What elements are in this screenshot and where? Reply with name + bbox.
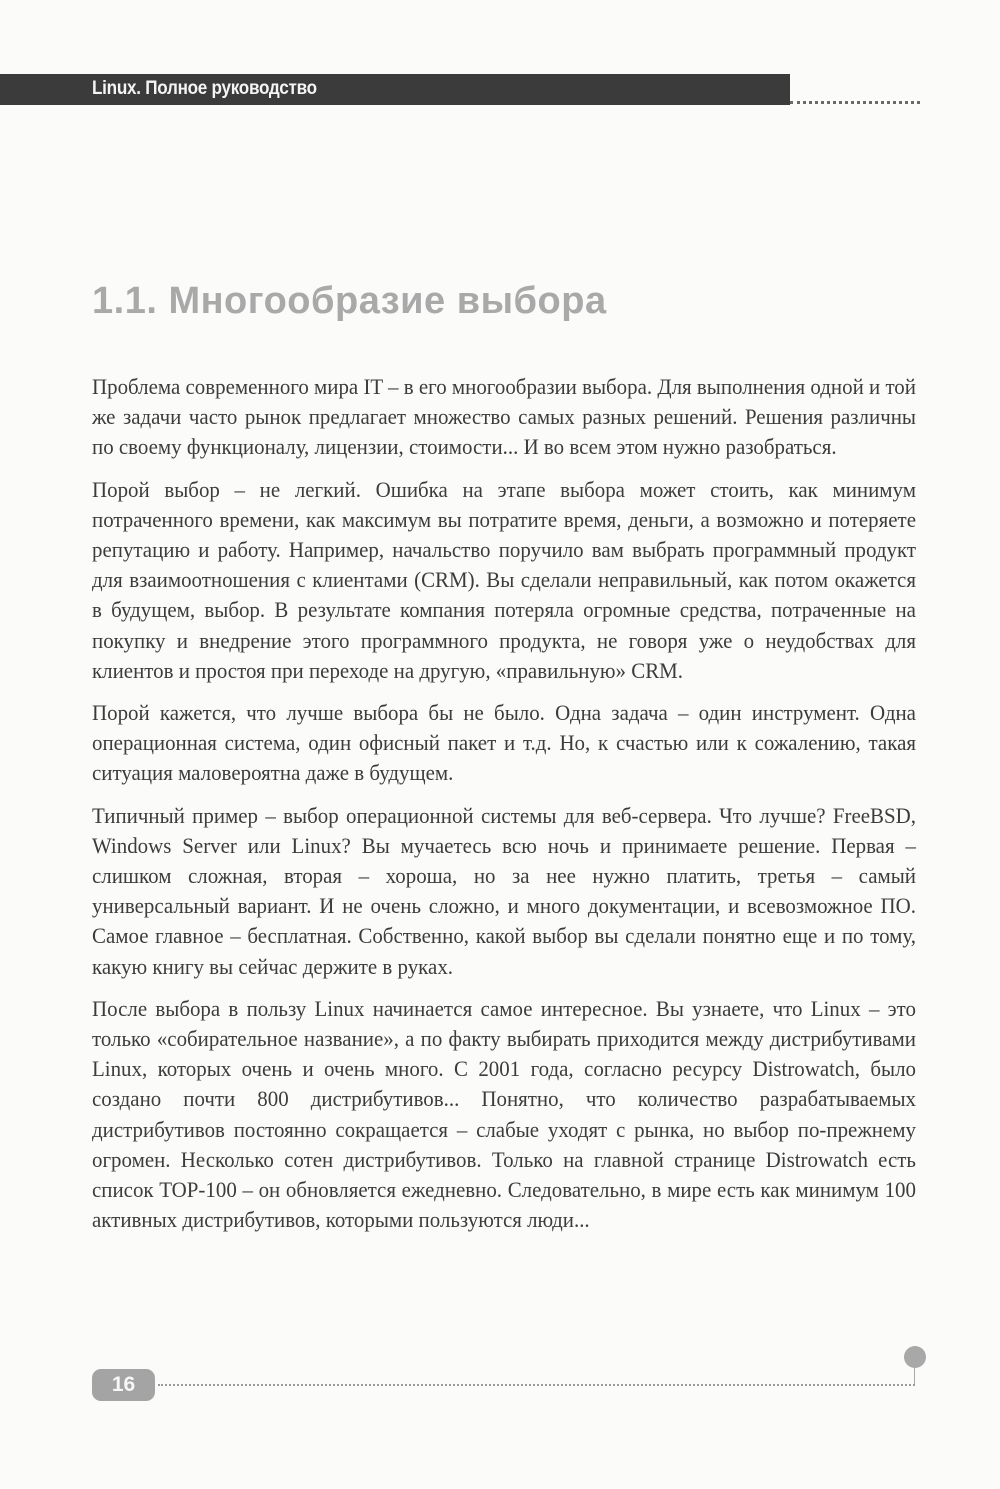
paragraph: Проблема современного мира IT – в его многообразии выбора. Для выполнения одной и той же задачи часто рынок предлагает множество самых разных решений. Решения различны по своему функционалу, лицензии, стоимости... И во всем этом нужно разобраться. [92, 374, 916, 460]
paragraph: Порой выбор – не легкий. Ошибка на этапе выбора может стоить, как минимум потраченного времени, как максимум вы потратите время, деньги, а возможно и потеряете репутацию и работу. Например, начальство поручило вам выбрать программный продукт для взаимоотношения с клиентами (CRM). Вы сделали неправильный, как потом окажется в будущем, выбор. В результате компания потеряла огромные средства, потраченные на покупку и внедрение этого программного продукта, не говоря уже о неудобствах для клиентов и простоя при переходе на другую, «правильную» CRM. [92, 476, 916, 683]
paragraph: После выбора в пользу Linux начинается самое интересное. Вы узнаете, что Linux – это только «собирательное название», а по факту выбирать приходится между дистрибутивами Linux, которых очень и очень много. С 2001 года, согласно ресурсу Distrowatch, было создано почти 800 дистрибутивов... Понятно, что количество разрабатываемых дистрибутивов постоянно сокращается – слабые уходят с рынка, но выбор по-прежнему огромен. Несколько сотен дистрибутивов. Только на главной странице Distrowatch есть список TOP-100 – он обновляется ежедневно. Следовательно, в мире есть как минимум 100 активных дистрибутивов, которыми пользуются люди... [92, 995, 916, 1233]
header-dotted-rule [790, 101, 920, 104]
section-title: 1.1. Многообразие выбора [92, 280, 607, 322]
footer-pin-stem [914, 1368, 915, 1384]
paragraph: Типичный пример – выбор операционной системы для веб-сервера. Что лучше? FreeBSD, Windows Server или Linux? Вы мучаетесь всю ночь и принимаете решение. Первая – слишком сложная, вторая – хороша, но за нее нужно платить, третья – самый универсальный вариант. И не очень сложно, и много документации, и всевозможное ПО. Самое главное – бесплатная. Собственно, какой выбор вы сделали понятно еще и по тому, какую книгу вы сейчас держите в руках. [92, 802, 916, 979]
running-header-title: Linux. Полное руководство [92, 78, 317, 99]
body-text [92, 372, 916, 1247]
footer-dotted-rule [158, 1384, 915, 1386]
footer-pin-circle-icon [904, 1346, 926, 1368]
paragraph: Порой кажется, что лучше выбора бы не было. Одна задача – один инструмент. Одна операционная система, один офисный пакет и т.д. Но, к счастью или к сожалению, такая ситуация маловероятна даже в будущем. [92, 700, 916, 786]
page-number-badge: 16 [92, 1369, 155, 1401]
